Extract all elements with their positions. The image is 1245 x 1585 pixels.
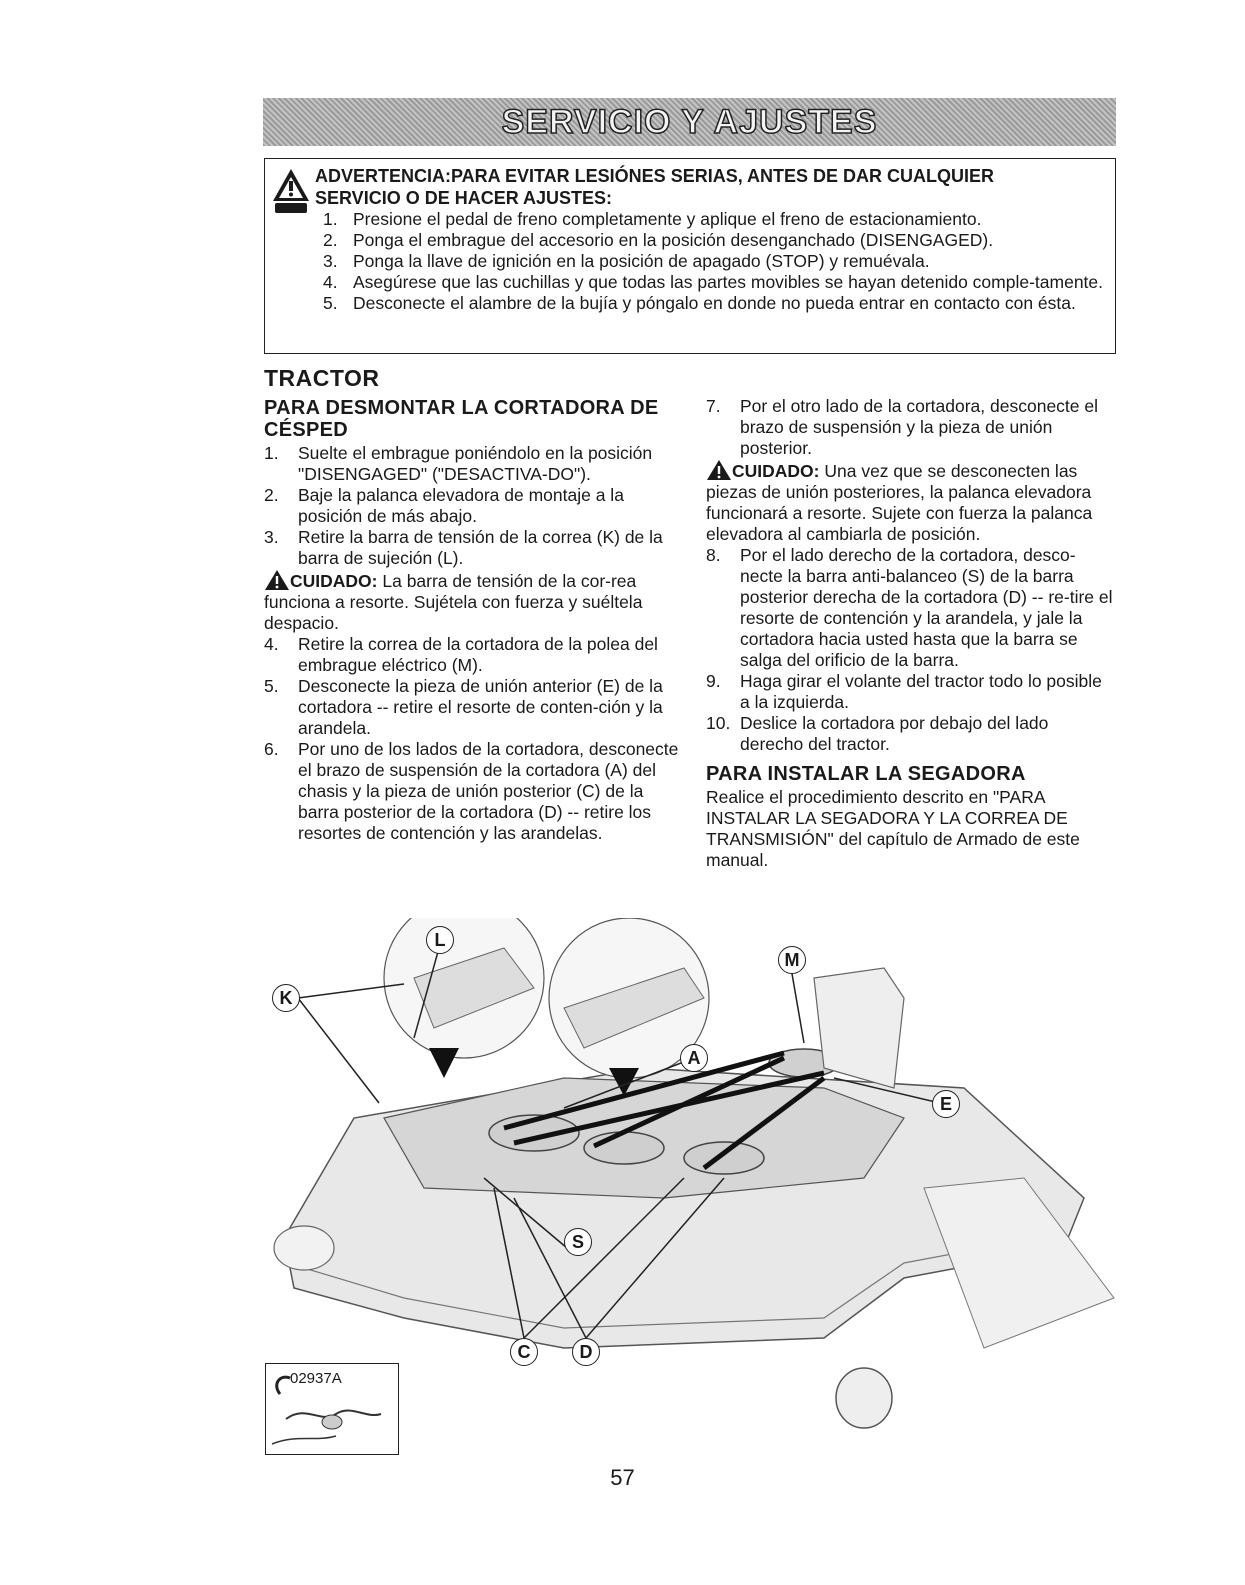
step-number: 2. bbox=[264, 485, 279, 505]
step-text: Baje la palanca elevadora de montaje a la posición de más abajo. bbox=[298, 485, 624, 526]
list-item bbox=[706, 713, 1116, 755]
subsection-title-remove: PARA DESMONTAR LA CORTADORA DE CÉSPED bbox=[264, 397, 659, 441]
callout-A: A bbox=[680, 1044, 708, 1072]
item-text: Desconecte el alambre de la bujía y póngalo en donde no pueda entrar en contacto con ésta. bbox=[353, 293, 1076, 313]
callout-E: E bbox=[932, 1090, 960, 1118]
caution-icon bbox=[264, 569, 290, 591]
step-number: 8. bbox=[706, 545, 721, 565]
callout-K: K bbox=[272, 984, 300, 1012]
step-text: Desconecte la pieza de unión anterior (E) de la cortadora -- retire el resorte de conten-ción y la arandela. bbox=[298, 676, 663, 738]
list-item bbox=[264, 485, 684, 527]
caution-note bbox=[706, 459, 1116, 545]
list-item bbox=[323, 209, 1109, 230]
warning-heading bbox=[315, 165, 1105, 209]
install-paragraph: Realice el procedimiento descrito en "PARA INSTALAR LA SEGADORA Y LA CORREA DE TRANSMISIÓN" del capítulo de Armado de este manual. bbox=[706, 787, 1080, 870]
step-number: 5. bbox=[264, 676, 279, 696]
step-number: 1. bbox=[264, 443, 279, 463]
item-text: Presione el pedal de freno completamente y aplique el freno de estacionamiento. bbox=[353, 209, 982, 229]
list-item bbox=[264, 443, 684, 485]
item-number: 5. bbox=[323, 293, 338, 313]
item-text: Ponga la llave de ignición en la posición de apagado (STOP) y remuévala. bbox=[353, 251, 930, 271]
step-text: Suelte el embrague poniéndolo en la posición "DISENGAGED" ("DESACTIVA-DO"). bbox=[298, 443, 653, 484]
caution-icon bbox=[706, 459, 732, 481]
step-number: 9. bbox=[706, 671, 721, 691]
caution-text: La barra de tensión de la cor-rea funciona a resorte. Sujétela con fuerza y suéltela despacio. bbox=[264, 571, 643, 633]
callout-L: L bbox=[426, 926, 454, 954]
item-number: 2. bbox=[323, 230, 338, 250]
left-column bbox=[264, 365, 684, 844]
warning-icon bbox=[271, 167, 311, 215]
list-item bbox=[323, 230, 1109, 251]
step-text: Deslice la cortadora por debajo del lado derecho del tractor. bbox=[740, 713, 1049, 754]
page-number: 57 bbox=[610, 1465, 635, 1490]
caution-label: CUIDADO: bbox=[732, 461, 820, 481]
item-text: Asegúrese que las cuchillas y que todas las partes movibles se hayan detenido comple-tamente. bbox=[353, 272, 1104, 292]
step-text: Retire la correa de la cortadora de la polea del embrague eléctrico (M). bbox=[298, 634, 658, 675]
subsection-title-install: PARA INSTALAR LA SEGADORA bbox=[706, 763, 1026, 785]
banner-title: SERVICIO Y AJUSTES bbox=[501, 103, 878, 141]
section-banner bbox=[263, 98, 1116, 146]
step-text: Por el lado derecho de la cortadora, desco-necte la barra anti-balanceo (S) de la barra posterior derecha de la cortadora (D) -- re-tire el resorte de contención y la arandela, y jale la cortadora hacia usted hasta que la barra se salga del orificio de la barra. bbox=[740, 545, 1113, 670]
steps-list bbox=[264, 443, 684, 569]
steps-list bbox=[264, 634, 684, 844]
wing-nut-icon bbox=[266, 1364, 396, 1452]
list-item bbox=[706, 396, 1116, 459]
step-number: 10. bbox=[706, 713, 731, 733]
step-text: Por uno de los lados de la cortadora, desconecte el brazo de suspensión de la cortadora (A) del chasis y la pieza de unión posterior (C) de la barra posterior de la cortadora (D) -- retire los resortes de contención y las arandelas. bbox=[298, 739, 679, 843]
item-number: 3. bbox=[323, 251, 338, 271]
step-text: Retire la barra de tensión de la correa (K) de la barra de sujeción (L). bbox=[298, 527, 663, 568]
caution-text: Una vez que se desconecten las piezas de unión posteriores, la palanca elevadora funcionará a resorte. Sujete con fuerza la palanca elevadora al cambiarla de posición. bbox=[706, 461, 1093, 544]
callout-S: S bbox=[564, 1228, 592, 1256]
step-number: 4. bbox=[264, 634, 279, 654]
caution-label: CUIDADO: bbox=[290, 571, 378, 591]
inset-box bbox=[265, 1363, 399, 1455]
list-item bbox=[264, 527, 684, 569]
callout-D: D bbox=[572, 1338, 600, 1366]
step-number: 6. bbox=[264, 739, 279, 759]
item-number: 4. bbox=[323, 272, 338, 292]
warning-heading-line1: ADVERTENCIA:PARA EVITAR LESIÓNES SERIAS, ANTES DE DAR CUALQUIER bbox=[315, 166, 995, 186]
warning-list bbox=[323, 209, 1109, 314]
list-item bbox=[264, 634, 684, 676]
step-number: 3. bbox=[264, 527, 279, 547]
caution-note bbox=[264, 569, 684, 634]
section-title: TRACTOR bbox=[264, 365, 380, 391]
item-number: 1. bbox=[323, 209, 338, 229]
right-column bbox=[706, 396, 1116, 871]
callout-C: C bbox=[510, 1338, 538, 1366]
list-item bbox=[323, 251, 1109, 272]
steps-list bbox=[706, 545, 1116, 755]
warning-box bbox=[264, 158, 1116, 354]
list-item bbox=[323, 272, 1109, 293]
list-item bbox=[323, 293, 1109, 314]
figure-code: 02937A bbox=[290, 1370, 342, 1387]
list-item bbox=[264, 739, 684, 844]
callout-M: M bbox=[778, 946, 806, 974]
item-text: Ponga el embrague del accesorio en la posición desenganchado (DISENGAGED). bbox=[353, 230, 994, 250]
list-item bbox=[264, 676, 684, 739]
list-item bbox=[706, 545, 1116, 671]
step-number: 7. bbox=[706, 396, 721, 416]
list-item bbox=[706, 671, 1116, 713]
warning-heading-line2: SERVICIO O DE HACER AJUSTES: bbox=[315, 188, 613, 208]
step-text: Por el otro lado de la cortadora, desconecte el brazo de suspensión y la pieza de unión posterior. bbox=[740, 396, 1098, 458]
steps-list bbox=[706, 396, 1116, 459]
step-text: Haga girar el volante del tractor todo lo posible a la izquierda. bbox=[740, 671, 1102, 712]
